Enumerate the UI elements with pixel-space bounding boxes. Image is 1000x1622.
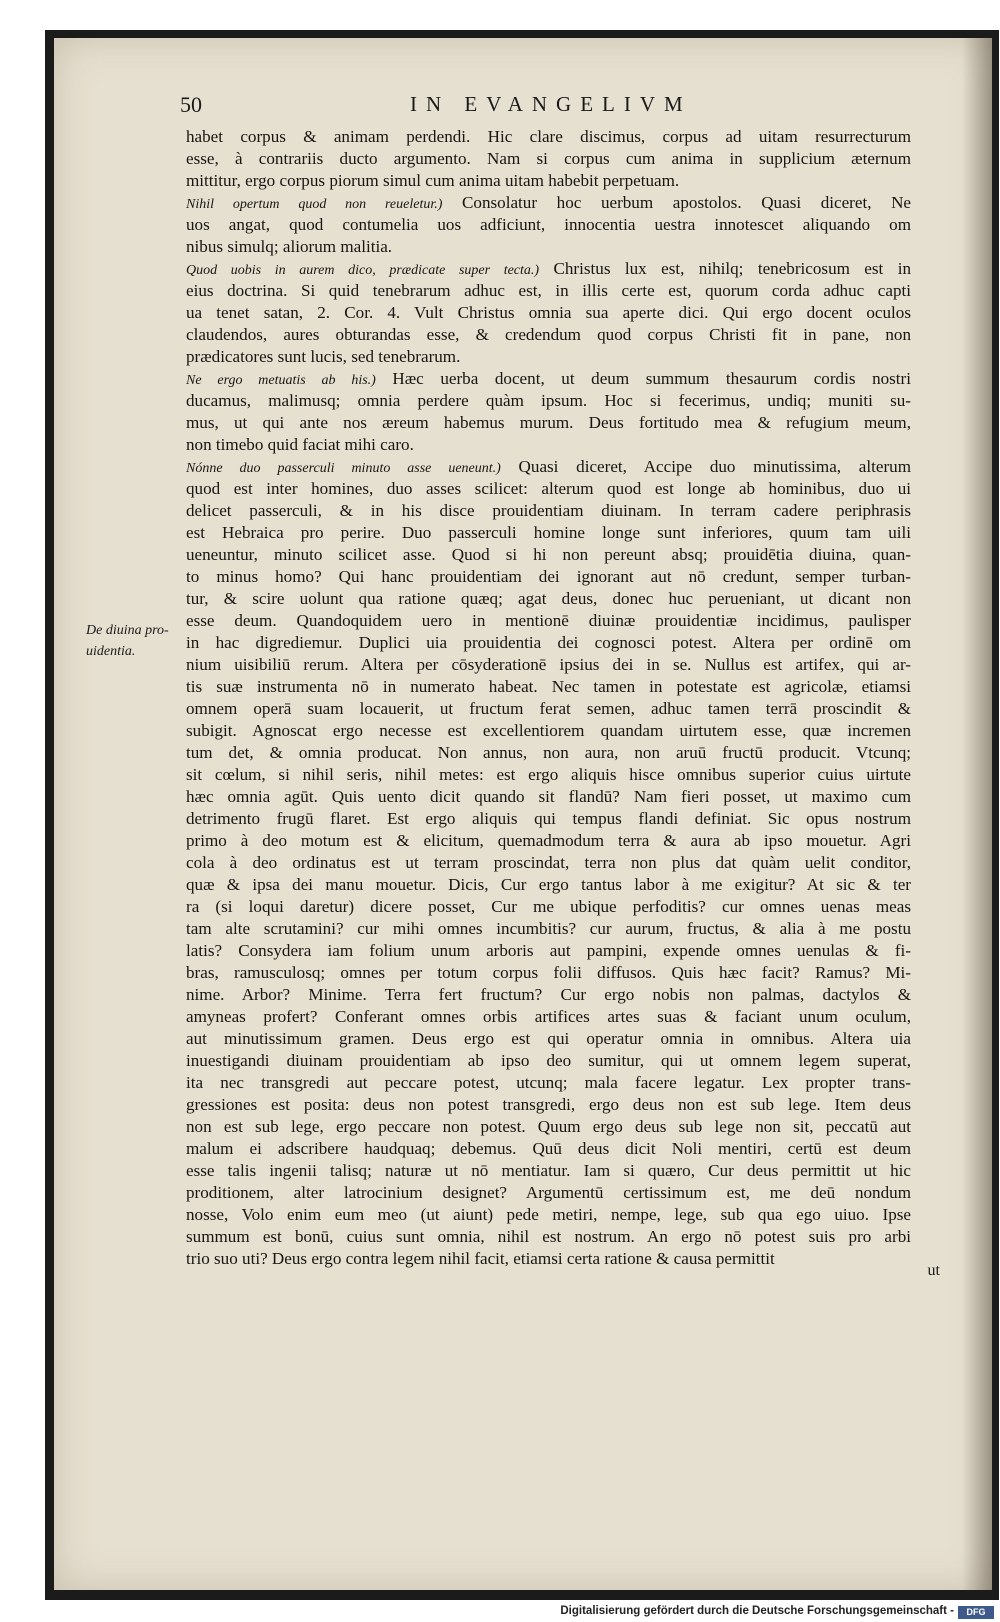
text-line [186,1182,911,1204]
text-line [186,170,911,192]
line-text: ra (si loqui daretur) dicere posset, Cur me ubique perfoditis? cur omnes uenas meas [186,897,911,916]
funding-notice: Digitalisierung gefördert durch die Deutsche Forschungsgemeinschaft - [560,1605,954,1617]
text-line [186,742,911,764]
text-line [186,302,911,324]
text-line [186,1248,911,1270]
lemma-citation: Nihil opertum quod non reueletur.) [186,197,443,212]
text-line [186,1116,911,1138]
line-text: gressiones est posita: deus non potest transgredi, ergo deus non est sub lege. Item deus [186,1095,911,1114]
line-text: omnem operā suam locauerit, ut fructum ferat semen, adhuc tamen terrā proscindit & [186,699,911,718]
text-line [186,610,911,632]
line-text: uos angat, quod contumelia uos adficiunt, innocentia uestra innotescet aliquando om [186,215,911,234]
line-text: Hæc uerba docent, ut deum summum thesaurum cordis nostri [375,369,911,388]
text-line [186,258,911,280]
text-line [186,632,911,654]
line-text: subigit. Agnoscat ergo necesse est excellentiorem quandam uirtutem esse, quæ incremen [186,721,911,740]
text-line [186,390,911,412]
line-text: primo à deo motum est & elicitum, quemadmodum terra & aura ab ipso mouetur. Agri [186,831,911,850]
text-line [186,896,911,918]
line-text: esse talis ingenii talisq; naturæ ut nō mentiatur. Iam si quæro, Cur deus permittit ut hic [186,1161,911,1180]
line-text: in hac digrediemur. Duplici uia prouidentia dei cognosci potest. Altera per ordinē om [186,633,911,652]
text-line [186,434,911,456]
text-line [186,544,911,566]
running-title: IN EVANGELIVM [410,92,692,116]
text-line [186,1204,911,1226]
text-line [186,720,911,742]
lemma-citation: Ne ergo metuatis ab his.) [186,373,376,388]
text-line [186,192,911,214]
line-text: esse, à contrariis ducto argumento. Nam si corpus cum anima in supplicium æternum [186,149,911,168]
line-text: tam alte scrutamini? cur mihi omnes incumbitis? cur aurum, fructus, & alia à me postu [186,919,911,938]
marginal-note-line: uidentia. [86,644,136,659]
line-text: trio suo uti? Deus ergo contra legem nihil facit, etiamsi certa ratione & causa permittit [186,1249,775,1268]
text-line [186,1226,911,1248]
marginal-note [86,620,186,662]
line-text: eius doctrina. Si quid tenebrarum adhuc est, in illis certe est, quorum corda adhuc capti [186,281,911,300]
line-text: mus, ut qui ante nos æreum habemus murum. Deus fortitudo mea & refugium meum, [186,413,911,432]
line-text: nibus simulq; aliorum malitia. [186,237,393,256]
text-line [186,654,911,676]
line-text: nime. Arbor? Minime. Terra fert fructum? Cur ergo nobis non palmas, dactylos & [186,985,911,1004]
lemma-citation: Nónne duo passerculi minuto asse ueneunt.) [186,461,501,476]
text-line [186,1138,911,1160]
text-line [186,808,911,830]
text-line [186,148,911,170]
body-text [186,126,911,1270]
text-line [186,984,911,1006]
line-text: mittitur, ergo corpus piorum simul cum anima uitam habebit perpetuam. [186,171,680,190]
text-line [186,588,911,610]
text-line [186,478,911,500]
line-text: non est sub lege, ergo peccare non potest. Quum ergo deus sub lege non sit, peccatū aut [186,1117,911,1136]
line-text: est Hebraica pro perire. Duo passerculi homine longe sunt inferiores, quum tam uili [186,523,911,542]
text-line [186,522,911,544]
line-text: delicet passerculi, & in his disce prouidentiam diuinam. In terram cadere periphrasis [186,501,911,520]
text-line [186,1072,911,1094]
line-text: Christus lux est, nihilq; tenebricosum est in [539,259,911,278]
text-line [186,1006,911,1028]
marginal-note-line: De diuina pro- [86,623,169,638]
line-text: bras, ramusculosq; omnes per totum corpus folii diffusos. Quis hæc facit? Ramus? Mi- [186,963,911,982]
line-text: Quasi diceret, Accipe duo minutissima, alterum [500,457,911,476]
text-line [186,456,911,478]
line-text: inuestigandi diuinam prouidentiam ab ipso deo sumitur, qui ut omnem legem superat, [186,1051,911,1070]
line-text: latis? Consydera iam folium unum arboris aut pampini, expende omnes uenulas & fi- [186,941,911,960]
digitization-footer [0,1604,1000,1622]
text-line [186,280,911,302]
page-gutter-shadow [962,38,992,1590]
text-line [186,764,911,786]
line-text: to minus homo? Qui hanc prouidentiam dei ignorant aut nō credunt, semper turban- [186,567,911,586]
line-text: quæ & ipsa dei manu mouetur. Dicis, Cur ergo tantus labor à me exigitur? At sic & ter [186,875,911,894]
line-text: tum det, & omnia producat. Non annus, non aura, non aruū fructū producit. Vtcunq; [186,743,911,762]
text-line [186,918,911,940]
line-text: quod est inter homines, duo asses scilicet: alterum quod est longe ab hominibus, duo ui [186,479,911,498]
line-text: habet corpus & animam perdendi. Hic clare discimus, corpus ad uitam resurrecturum [186,127,911,146]
text-line [186,874,911,896]
text-line [186,368,911,390]
dfg-logo-icon: DFG [958,1606,994,1619]
line-text: detrimento frugū flaret. Est ergo aliquis qui tempus flandi definiat. Sic opus nostrum [186,809,911,828]
line-text: nosse, Volo enim eum meo (ut aiunt) pede metiri, nempe, lege, sub qua ego uiuo. Ipse [186,1205,911,1224]
lemma-citation: Quod uobis in aurem dico, prædicate super tecta.) [186,263,540,278]
text-line [186,786,911,808]
line-text: summum est bonū, cuius sunt omnia, nihil est nostrum. An ergo nō potest suis pro arbi [186,1227,911,1246]
text-line [186,566,911,588]
line-text: hæc omnia agūt. Quis uento dicit quando sit flandū? Nam fieri posset, ut maximo cum [186,787,911,806]
line-text: ita nec transgredi aut peccare potest, utcunq; mala facere legatur. Lex propter trans- [186,1073,911,1092]
text-line [186,346,911,368]
line-text: ducamus, malimusq; omnia perdere quàm ipsum. Hoc si fecerimus, undiq; muniti su- [186,391,911,410]
line-text: tur, & scire uolunt qua ratione quæq; agat deus, donec huc perueniant, ut dicant non [186,589,911,608]
text-line [186,1094,911,1116]
line-text: amyneas profert? Conferant omnes orbis artifices artes suas & faciant unum oculum, [186,1007,911,1026]
line-text: cola à deo ordinatus est ut terram proscindat, terra non plus dat quàm uelit conditor, [186,853,911,872]
text-line [186,500,911,522]
line-text: nium uisibiliū rerum. Altera per cōsyderationē ipsius dei in se. Nullus est artifex, qui ar- [186,655,911,674]
line-text: esse deum. Quandoquidem uero in mentionē diuinæ prouidentiæ incidimus, paulisper [186,611,911,630]
page-number: 50 [180,92,202,117]
catchword: ut [927,1262,940,1279]
line-text: Consolatur hoc uerbum apostolos. Quasi diceret, Ne [442,193,911,212]
text-line [186,236,911,258]
text-line [186,940,911,962]
text-line [186,698,911,720]
text-line [186,324,911,346]
text-line [186,676,911,698]
text-line [186,214,911,236]
line-text: non timebo quid faciat mihi caro. [186,435,414,454]
text-line [186,962,911,984]
text-line [186,1028,911,1050]
line-text: sit cœlum, si nihil seris, nihil metes: est ergo aliquis hisce omnibus superior cuius uirtute [186,765,911,784]
text-line [186,852,911,874]
text-line [186,412,911,434]
text-line [186,830,911,852]
line-text: malum ei adscribere haudquaq; debemus. Quū deus dicit Noli mentiri, certū est deum [186,1139,911,1158]
line-text: prædicatores sunt lucis, sed tenebrarum. [186,347,461,366]
running-head [180,92,940,122]
line-text: ueneuntur, minuto scilicet asse. Quod si hi non pereunt absq; prouidētia diuina, quan- [186,545,911,564]
line-text: tis suæ instrumenta nō in numerato habeat. Nec tamen in potestate est agricolæ, etiamsi [186,677,911,696]
text-line [186,126,911,148]
line-text: proditionem, alter latrocinium designet? Argumentū certissimum est, me deū nondum [186,1183,911,1202]
line-text: aut minutissimum gramen. Deus ergo est qui operatur omnia in omnibus. Altera uia [186,1029,911,1048]
line-text: ua tenet satan, 2. Cor. 4. Vult Christus omnia sua aperte dici. Qui ergo docent oculos [186,303,911,322]
text-line [186,1160,911,1182]
line-text: claudendos, aures obturandas esse, & credendum quod corpus Christi fit in pane, non [186,325,911,344]
text-line [186,1050,911,1072]
